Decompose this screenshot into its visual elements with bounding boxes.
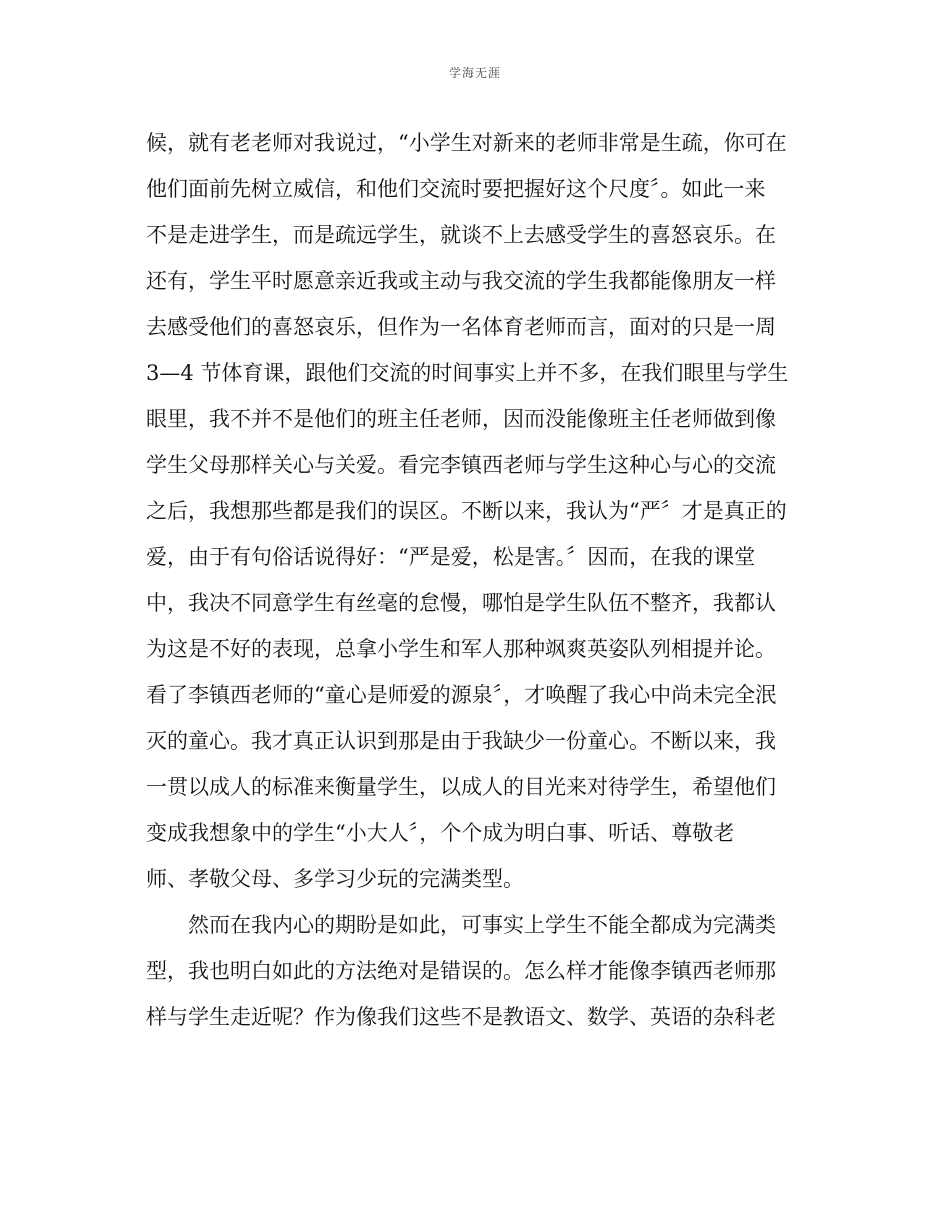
text-line: 灭的童心。我才真正认识到那是由于我缺少一份童心。不断以来，我 — [146, 729, 776, 753]
text-line: 型，我也明白如此的方法绝对是错误的。怎么样才能像李镇西老师那 — [146, 959, 776, 983]
text-line: 学生父母那样关心与关爱。看完李镇西老师与学生这种心与心的交流 — [146, 453, 776, 477]
text-line-indented: 然而在我内心的期盼是如此，可事实上学生不能全都成为完满类 — [188, 913, 776, 937]
text-line: 样与学生走近呢？作为像我们这些不是教语文、数学、英语的杂科老 — [146, 1005, 776, 1029]
paragraph-1 — [146, 120, 818, 902]
text-line: 还有，学生平时愿意亲近我或主动与我交流的学生我都能像朋友一样 — [146, 269, 776, 293]
text-line: 师、孝敬父母、多学习少玩的完满类型。 — [146, 867, 524, 891]
text-line: 去感受他们的喜怒哀乐，但作为一名体育老师而言，面对的只是一周 — [146, 315, 776, 339]
text-line: 不是走进学生，而是疏远学生，就谈不上去感受学生的喜怒哀乐。在 — [146, 223, 776, 247]
text-line: 看了李镇西老师的“童心是师爱的源泉〞，才唤醒了我心中尚未完全泯 — [146, 683, 777, 707]
text-line: 之后，我想那些都是我们的误区。不断以来，我认为“严〞才是真正的 — [146, 499, 787, 523]
page-header: 学海无涯 — [448, 66, 501, 80]
text-line: 候，就有老老师对我说过，“小学生对新来的老师非常是生疏，你可在 — [146, 131, 787, 155]
text-line: 为这是不好的表现，总拿小学生和军人那种飒爽英姿队列相提并论。 — [146, 637, 776, 661]
text-line: 3—4 节体育课，跟他们交流的时间事实上并不多，在我们眼里与学生 — [146, 361, 789, 385]
text-line: 中，我决不同意学生有丝毫的怠慢，哪怕是学生队伍不整齐，我都认 — [146, 591, 776, 615]
text-line: 眼里，我不并不是他们的班主任老师，因而没能像班主任老师做到像 — [146, 407, 776, 431]
document-body — [146, 120, 818, 1040]
text-line: 变成我想象中的学生“小大人〞，个个成为明白事、听话、尊敬老 — [146, 821, 735, 845]
text-line: 他们面前先树立威信，和他们交流时要把握好这个尺度〞。如此一来 — [146, 177, 766, 201]
paragraph-2 — [146, 902, 818, 1040]
text-line: 一贯以成人的标准来衡量学生，以成人的目光来对待学生，希望他们 — [146, 775, 776, 799]
text-line: 爱，由于有句俗话说得好：“严是爱，松是害。〞因而，在我的课堂 — [146, 545, 756, 569]
